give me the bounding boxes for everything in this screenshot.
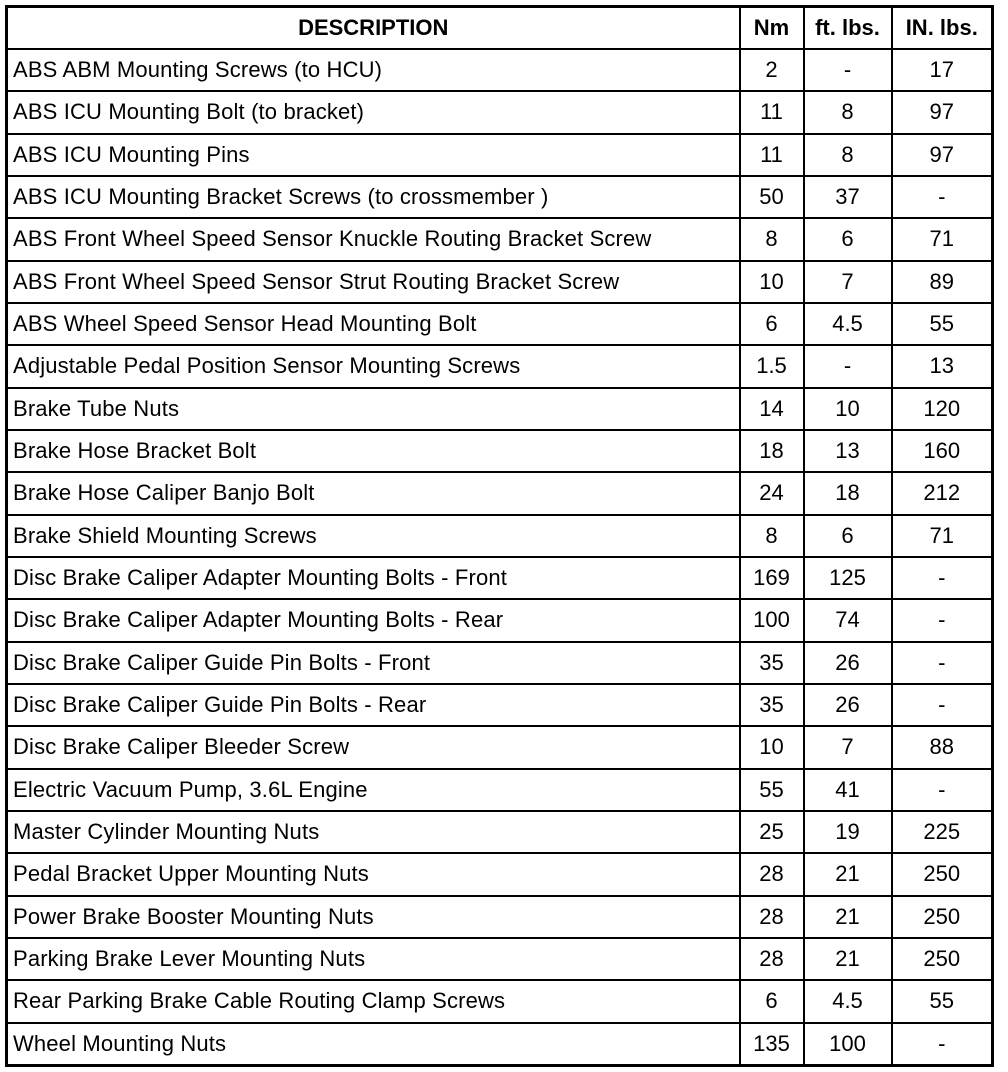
cell-nm: 169	[740, 557, 804, 599]
cell-nm: 24	[740, 472, 804, 514]
cell-ft-lbs: 18	[804, 472, 892, 514]
cell-description: ABS Front Wheel Speed Sensor Knuckle Routing Bracket Screw	[7, 218, 740, 260]
table-row	[7, 515, 993, 557]
cell-nm: 50	[740, 176, 804, 218]
cell-in-lbs: 71	[892, 218, 993, 260]
cell-ft-lbs: 26	[804, 642, 892, 684]
cell-description: Brake Tube Nuts	[7, 388, 740, 430]
cell-ft-lbs: 21	[804, 938, 892, 980]
cell-nm: 28	[740, 896, 804, 938]
cell-ft-lbs: 21	[804, 853, 892, 895]
cell-ft-lbs: 74	[804, 599, 892, 641]
table-row	[7, 684, 993, 726]
cell-ft-lbs: 6	[804, 515, 892, 557]
cell-description: Wheel Mounting Nuts	[7, 1023, 740, 1066]
cell-in-lbs: 89	[892, 261, 993, 303]
cell-in-lbs: 71	[892, 515, 993, 557]
header-in-lbs: IN. lbs.	[892, 7, 993, 50]
cell-nm: 135	[740, 1023, 804, 1066]
cell-nm: 6	[740, 980, 804, 1022]
header-ft-lbs: ft. lbs.	[804, 7, 892, 50]
cell-nm: 14	[740, 388, 804, 430]
cell-nm: 8	[740, 218, 804, 260]
cell-description: Master Cylinder Mounting Nuts	[7, 811, 740, 853]
cell-description: ABS ABM Mounting Screws (to HCU)	[7, 49, 740, 91]
cell-nm: 28	[740, 938, 804, 980]
cell-nm: 1.5	[740, 345, 804, 387]
table-row	[7, 472, 993, 514]
cell-in-lbs: 250	[892, 896, 993, 938]
header-row	[7, 7, 993, 50]
cell-description: ABS Wheel Speed Sensor Head Mounting Bolt	[7, 303, 740, 345]
cell-ft-lbs: 4.5	[804, 303, 892, 345]
cell-nm: 11	[740, 134, 804, 176]
cell-description: Parking Brake Lever Mounting Nuts	[7, 938, 740, 980]
table-row	[7, 599, 993, 641]
cell-description: Adjustable Pedal Position Sensor Mounting Screws	[7, 345, 740, 387]
table-row	[7, 642, 993, 684]
cell-ft-lbs: 125	[804, 557, 892, 599]
cell-ft-lbs: 4.5	[804, 980, 892, 1022]
cell-description: Disc Brake Caliper Bleeder Screw	[7, 726, 740, 768]
cell-description: ABS ICU Mounting Pins	[7, 134, 740, 176]
cell-in-lbs: 55	[892, 303, 993, 345]
cell-nm: 6	[740, 303, 804, 345]
cell-in-lbs: 225	[892, 811, 993, 853]
torque-specification-table	[5, 5, 994, 1067]
table-row	[7, 769, 993, 811]
cell-in-lbs: 250	[892, 938, 993, 980]
cell-ft-lbs: -	[804, 49, 892, 91]
cell-ft-lbs: 10	[804, 388, 892, 430]
cell-description: Disc Brake Caliper Guide Pin Bolts - Rear	[7, 684, 740, 726]
cell-in-lbs: 120	[892, 388, 993, 430]
cell-description: ABS Front Wheel Speed Sensor Strut Routing Bracket Screw	[7, 261, 740, 303]
table-row	[7, 134, 993, 176]
cell-ft-lbs: 13	[804, 430, 892, 472]
table-row	[7, 388, 993, 430]
cell-description: Brake Hose Bracket Bolt	[7, 430, 740, 472]
cell-in-lbs: 97	[892, 91, 993, 133]
table-row	[7, 896, 993, 938]
cell-description: ABS ICU Mounting Bolt (to bracket)	[7, 91, 740, 133]
cell-nm: 2	[740, 49, 804, 91]
cell-in-lbs: 250	[892, 853, 993, 895]
cell-ft-lbs: 7	[804, 726, 892, 768]
table-row	[7, 938, 993, 980]
cell-nm: 35	[740, 642, 804, 684]
cell-nm: 55	[740, 769, 804, 811]
header-nm: Nm	[740, 7, 804, 50]
table-row	[7, 811, 993, 853]
cell-ft-lbs: 21	[804, 896, 892, 938]
cell-nm: 100	[740, 599, 804, 641]
cell-in-lbs: 17	[892, 49, 993, 91]
cell-in-lbs: 13	[892, 345, 993, 387]
cell-description: Brake Shield Mounting Screws	[7, 515, 740, 557]
cell-description: Disc Brake Caliper Adapter Mounting Bolts - Front	[7, 557, 740, 599]
table-row	[7, 345, 993, 387]
table-row	[7, 261, 993, 303]
cell-ft-lbs: 19	[804, 811, 892, 853]
cell-in-lbs: -	[892, 769, 993, 811]
cell-in-lbs: 212	[892, 472, 993, 514]
cell-in-lbs: -	[892, 642, 993, 684]
table-row	[7, 176, 993, 218]
cell-in-lbs: -	[892, 599, 993, 641]
table-row	[7, 303, 993, 345]
cell-ft-lbs: 100	[804, 1023, 892, 1066]
cell-in-lbs: 88	[892, 726, 993, 768]
cell-description: Power Brake Booster Mounting Nuts	[7, 896, 740, 938]
cell-in-lbs: 160	[892, 430, 993, 472]
cell-ft-lbs: 6	[804, 218, 892, 260]
table-row	[7, 430, 993, 472]
cell-nm: 35	[740, 684, 804, 726]
table-row	[7, 726, 993, 768]
cell-nm: 8	[740, 515, 804, 557]
cell-in-lbs: 55	[892, 980, 993, 1022]
cell-in-lbs: -	[892, 557, 993, 599]
table-row	[7, 1023, 993, 1066]
table-row	[7, 49, 993, 91]
cell-in-lbs: -	[892, 1023, 993, 1066]
cell-nm: 10	[740, 261, 804, 303]
cell-description: Brake Hose Caliper Banjo Bolt	[7, 472, 740, 514]
cell-in-lbs: 97	[892, 134, 993, 176]
cell-ft-lbs: 41	[804, 769, 892, 811]
table-row	[7, 980, 993, 1022]
cell-ft-lbs: 7	[804, 261, 892, 303]
cell-description: Disc Brake Caliper Adapter Mounting Bolts - Rear	[7, 599, 740, 641]
table-row	[7, 853, 993, 895]
cell-in-lbs: -	[892, 684, 993, 726]
header-description: DESCRIPTION	[7, 7, 740, 50]
cell-ft-lbs: 26	[804, 684, 892, 726]
cell-ft-lbs: 37	[804, 176, 892, 218]
table-row	[7, 218, 993, 260]
cell-in-lbs: -	[892, 176, 993, 218]
cell-description: Rear Parking Brake Cable Routing Clamp Screws	[7, 980, 740, 1022]
cell-description: Electric Vacuum Pump, 3.6L Engine	[7, 769, 740, 811]
table-header	[7, 7, 993, 50]
table-row	[7, 557, 993, 599]
cell-ft-lbs: -	[804, 345, 892, 387]
table-body	[7, 49, 993, 1066]
cell-description: Disc Brake Caliper Guide Pin Bolts - Front	[7, 642, 740, 684]
cell-ft-lbs: 8	[804, 134, 892, 176]
cell-nm: 25	[740, 811, 804, 853]
cell-ft-lbs: 8	[804, 91, 892, 133]
table-row	[7, 91, 993, 133]
cell-description: Pedal Bracket Upper Mounting Nuts	[7, 853, 740, 895]
cell-nm: 28	[740, 853, 804, 895]
cell-description: ABS ICU Mounting Bracket Screws (to crossmember )	[7, 176, 740, 218]
cell-nm: 18	[740, 430, 804, 472]
cell-nm: 11	[740, 91, 804, 133]
cell-nm: 10	[740, 726, 804, 768]
